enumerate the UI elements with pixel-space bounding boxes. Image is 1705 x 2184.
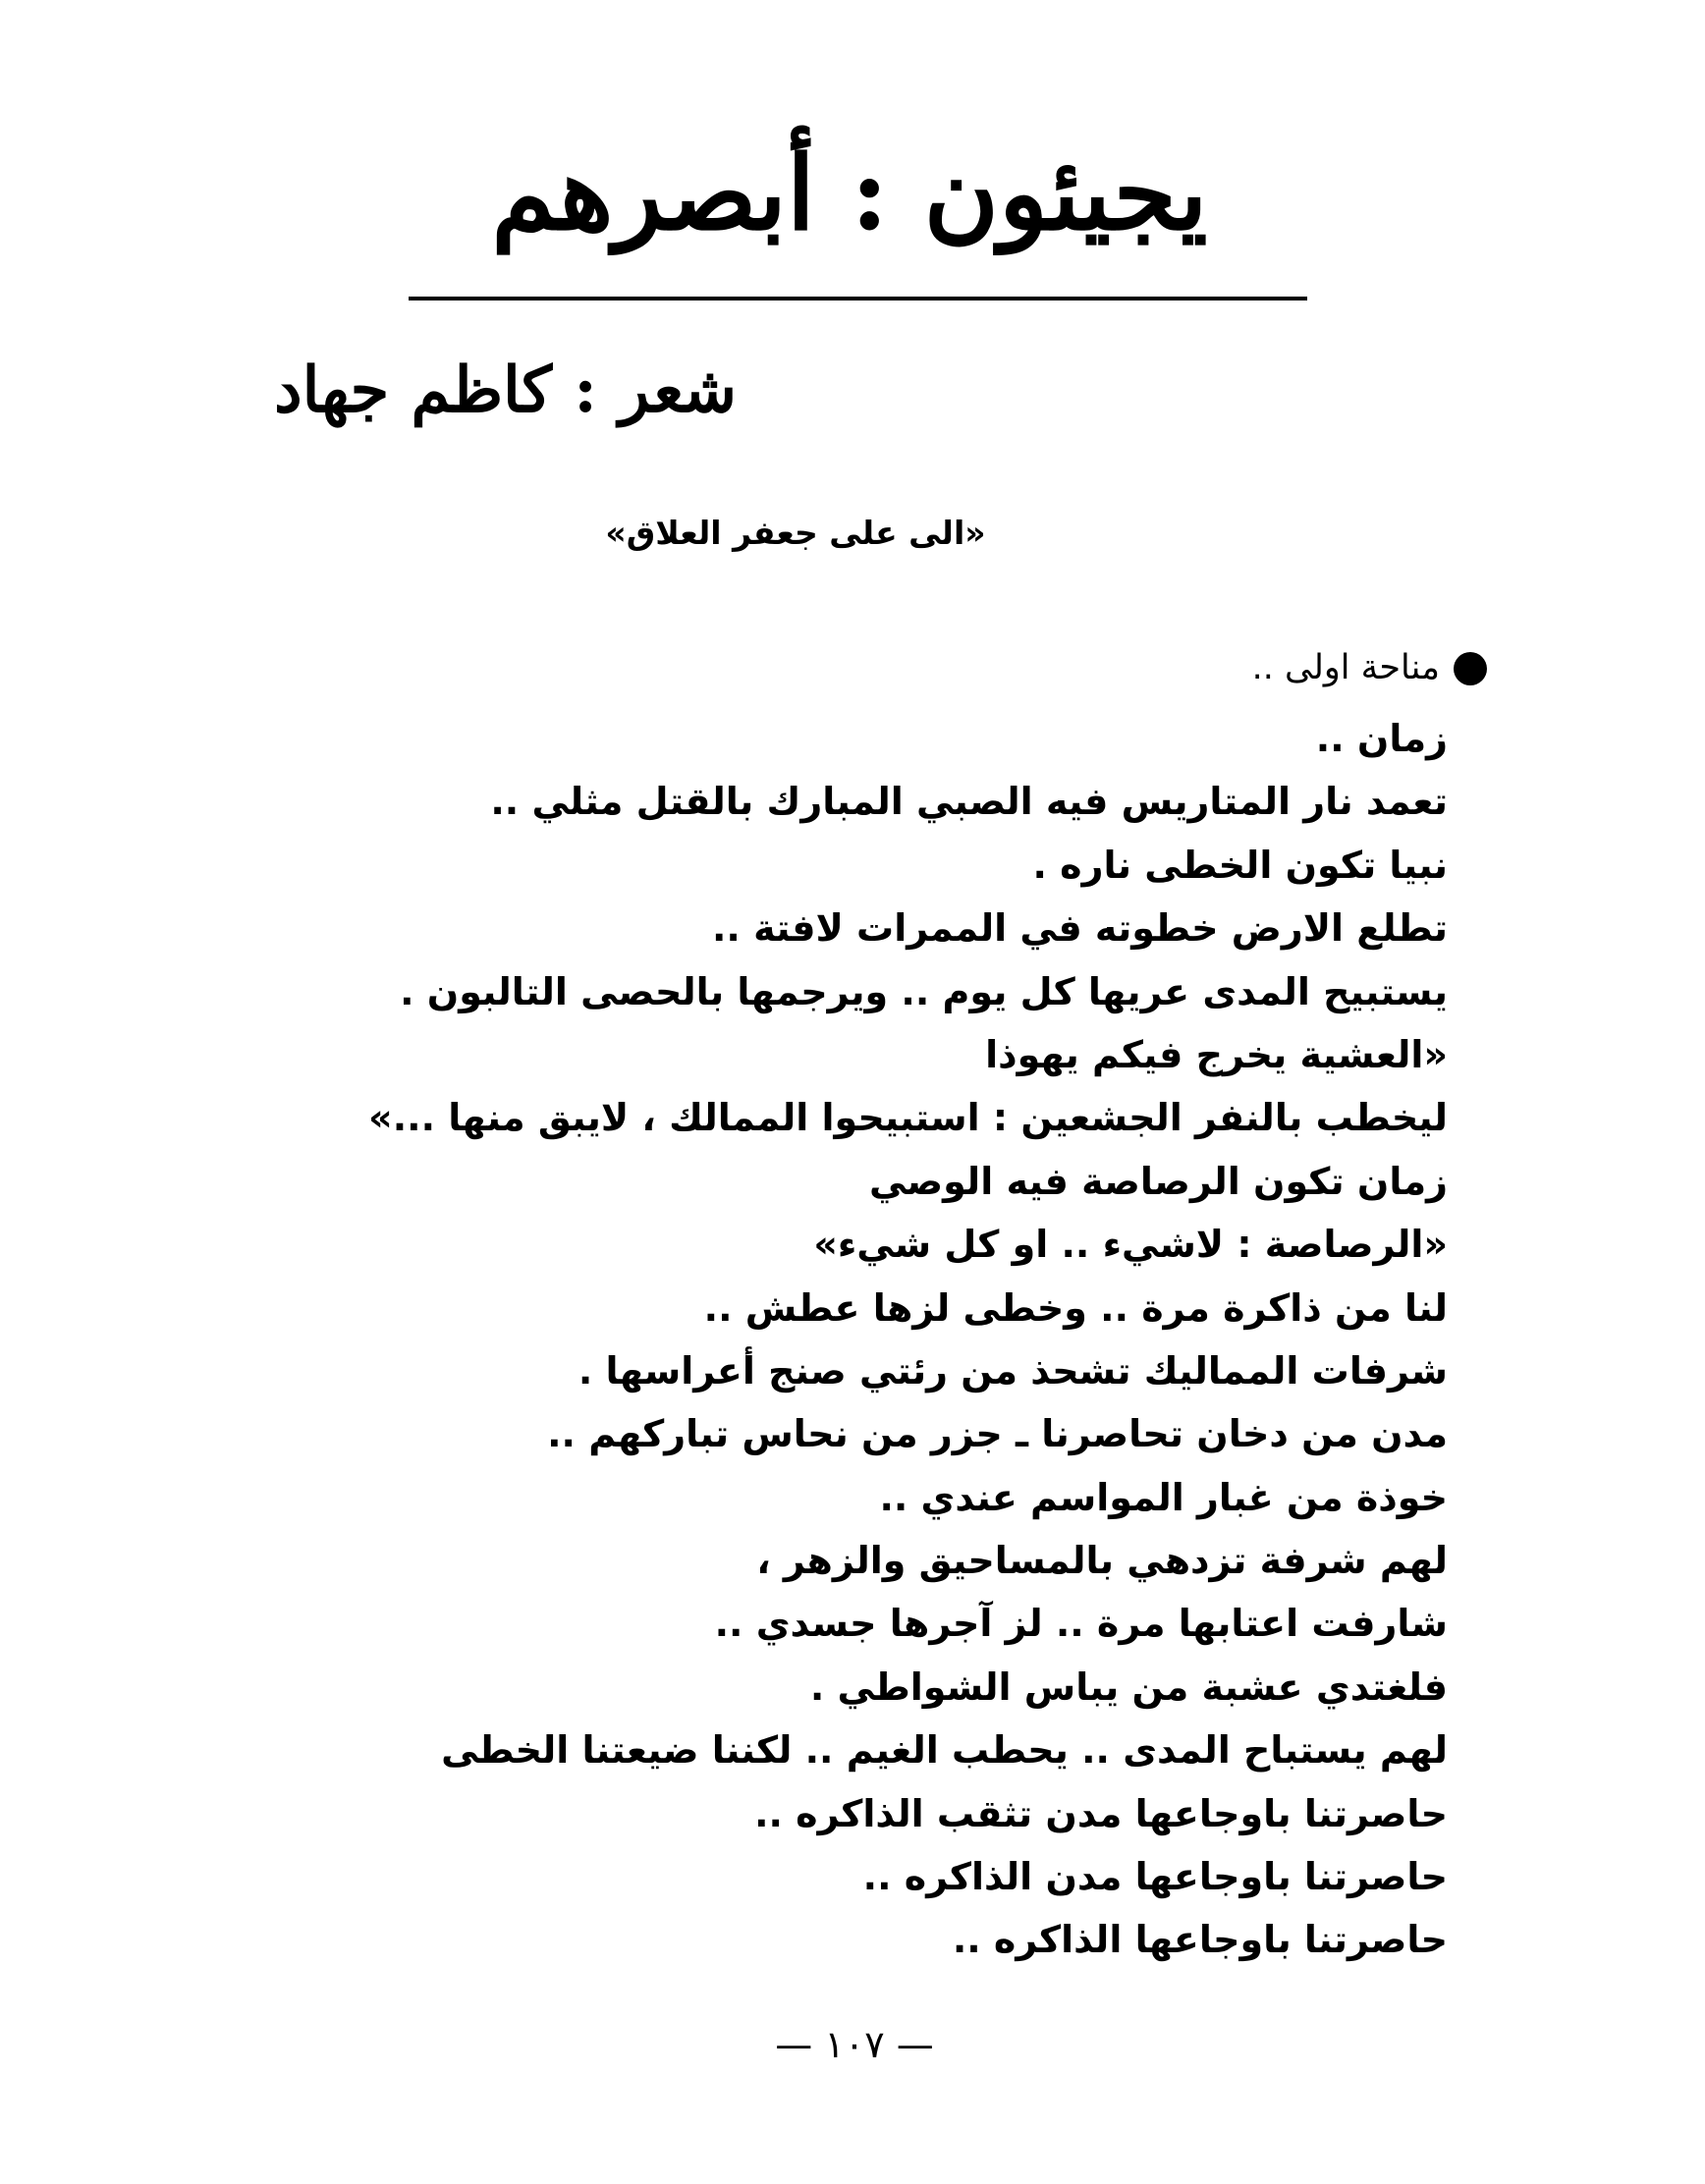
poem-line: مدن من دخان تحاصرنا ـ جزر من نحاس تباركهم .. [547, 1412, 1448, 1456]
poem-line: حاصرتنا باوجاعها الذاكره .. [952, 1918, 1448, 1962]
dedication: «الى على جعفر العلاق» [605, 514, 986, 552]
poem-line: زمان تكون الرصاصة فيه الوصي [868, 1159, 1448, 1203]
poem-line: يستبيح المدى عريها كل يوم .. ويرجمها بالحصى التالبون . [400, 969, 1448, 1013]
poem-line: نبيا تكون الخطى ناره . [1032, 843, 1448, 887]
poem-line: زمان .. [1315, 717, 1448, 760]
section-label: مناحة اولى .. [1251, 648, 1440, 687]
poem-body [220, 707, 1448, 1972]
poem-title: يجيئون : أبصرهم [491, 133, 1208, 253]
author-byline: شعر : كاظم جهاد [274, 354, 737, 427]
poem-line: شارفت اعتابها مرة .. لز آجرها جسدي .. [714, 1602, 1448, 1646]
poem-line: ليخطب بالنفر الجشعين : استبيحوا الممالك ، لايبق منها ...» [368, 1096, 1448, 1140]
poem-line: «الرصاصة : لاشيء .. او كل شيء» [813, 1223, 1448, 1267]
poem-line: حاصرتنا باوجاعها مدن تثقب الذاكره .. [754, 1791, 1448, 1835]
poem-line: تطلع الارض خطوته في الممرات لافتة .. [711, 906, 1448, 951]
page-number: — ١٠٧ — [775, 2023, 934, 2066]
poem-line: خوذة من غبار المواسم عندي .. [879, 1475, 1448, 1519]
title-underline [409, 297, 1307, 300]
bullet-icon [1454, 652, 1487, 685]
poem-line: شرفات المماليك تشحذ من رئتي صنج أعراسها . [578, 1348, 1448, 1392]
section-heading [1252, 646, 1487, 691]
poem-line: لهم شرفة تزدهي بالمساحيق والزهر ، [756, 1539, 1448, 1583]
poem-line: فلغتدي عشبة من يباس الشواطي . [809, 1665, 1448, 1709]
poem-line: لنا من ذاكرة مرة .. وخطى لزها عطش .. [703, 1285, 1448, 1330]
poem-line: «العشية يخرج فيكم يهوذا [985, 1032, 1448, 1076]
poem-line: حاصرتنا باوجاعها مدن الذاكره .. [862, 1855, 1448, 1899]
poem-line: تعمد نار المتاريس فيه الصبي المبارك بالقتل مثلي .. [490, 780, 1448, 824]
poem-line: لهم يستباح المدى .. يحطب الغيم .. لكننا ضيعتنا الخطى [441, 1728, 1448, 1773]
